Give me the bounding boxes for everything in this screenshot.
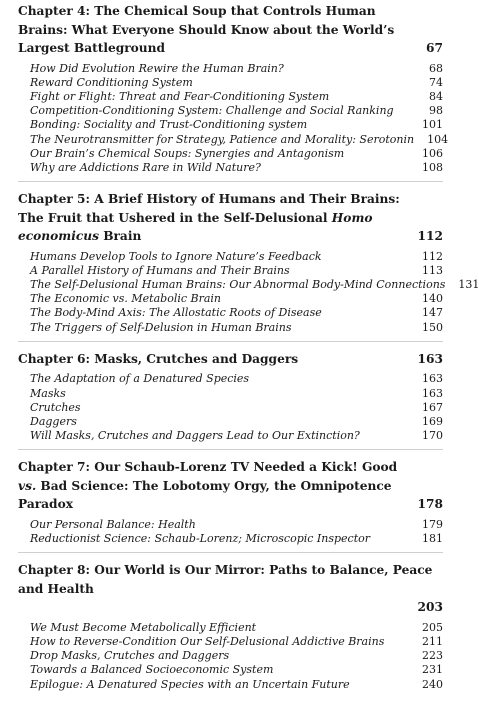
chapter-title-part: Bad Science: The Lobotomy Orgy, the Omnipotence Paradox <box>18 478 392 512</box>
chapter-heading <box>18 561 443 617</box>
toc-entry[interactable] <box>18 132 449 147</box>
entry-page-number: 131 <box>458 278 479 292</box>
entry-page-number: 68 <box>429 61 443 75</box>
entry-title: Humans Develop Tools to Ignore Nature’s Feedback <box>30 249 322 263</box>
chapter-title-part: Chapter 7: Our Schaub-Lorenz TV Needed a Kick! Good <box>18 460 398 475</box>
entry-page-number: 179 <box>422 517 443 531</box>
toc-entry[interactable] <box>18 518 443 532</box>
entry-page-number: 98 <box>429 104 443 118</box>
chapter-page-number: 203 <box>417 600 443 615</box>
entry-page-number: 112 <box>422 249 443 263</box>
entry-title: We Must Become Metabolically Efficient <box>30 620 257 634</box>
toc-entry[interactable] <box>18 161 443 175</box>
toc-entry[interactable] <box>18 621 443 635</box>
entry-page-number: 181 <box>422 532 443 546</box>
entry-title: Will Masks, Crutches and Daggers Lead to Our Extinction? <box>30 429 360 443</box>
entry-title: Masks <box>30 386 66 400</box>
entry-title: The Economic vs. Metabolic Brain <box>30 292 222 306</box>
chapter-title: Chapter 4: The Chemical Soup that Controls Human Brains: What Everyone Should Know about the World’s Largest Battleground <box>18 4 395 55</box>
toc-entry[interactable] <box>18 321 443 335</box>
chapter-title-part: Brain <box>98 229 142 244</box>
toc-entry[interactable] <box>18 387 443 401</box>
entry-title: Epilogue: A Denatured Species with an Uncertain Future <box>30 677 350 691</box>
entry-title: The Adaptation of a Denatured Species <box>30 372 250 386</box>
toc-entry[interactable] <box>18 147 443 161</box>
entry-page-number: 223 <box>422 649 443 663</box>
toc-entry[interactable] <box>18 104 443 118</box>
toc-entry[interactable] <box>18 372 443 386</box>
entry-page-number: 205 <box>422 620 443 634</box>
toc-entry[interactable] <box>18 635 443 649</box>
entry-page-number: 104 <box>427 132 449 146</box>
chapter-7 <box>18 458 443 553</box>
toc-entry[interactable] <box>18 76 443 90</box>
entry-title: Towards a Balanced Socioeconomic System <box>30 663 274 677</box>
entry-title: The Body-Mind Axis: The Allostatic Roots of Disease <box>30 306 322 320</box>
entry-page-number: 101 <box>422 118 443 132</box>
entry-page-number: 74 <box>429 75 443 89</box>
chapter-title: Chapter 6: Masks, Crutches and Daggers <box>18 351 299 366</box>
entry-title: Fight or Flight: Threat and Fear-Conditioning System <box>30 89 330 103</box>
chapter-title-italic-part: vs. <box>18 478 37 493</box>
entry-page-number: 140 <box>422 292 443 306</box>
chapter-page-number: 163 <box>417 351 443 366</box>
toc-entry[interactable] <box>18 62 443 76</box>
entry-page-number: 84 <box>429 89 443 103</box>
entry-page-number: 231 <box>422 663 443 677</box>
entry-title: Daggers <box>30 414 77 428</box>
entry-page-number: 163 <box>422 372 443 386</box>
entry-title: How Did Evolution Rewire the Human Brain? <box>30 61 284 75</box>
chapter-heading <box>18 2 443 58</box>
entry-title: Drop Masks, Crutches and Daggers <box>30 649 230 663</box>
chapter-title-italic-part: Homo economicus <box>18 210 373 244</box>
chapter-heading <box>18 350 443 369</box>
entry-page-number: 113 <box>422 263 443 277</box>
entry-page-number: 163 <box>422 386 443 400</box>
chapter-heading <box>18 190 443 246</box>
chapter-page-number: 112 <box>417 229 443 244</box>
entry-title: How to Reverse-Condition Our Self-Delusional Addictive Brains <box>30 634 385 648</box>
table-of-contents <box>18 2 479 706</box>
entry-title: Why are Addictions Rare in Wild Nature? <box>30 160 261 174</box>
toc-entry[interactable] <box>18 292 443 306</box>
chapter-page-number: 67 <box>426 41 443 55</box>
entry-title: Our Personal Balance: Health <box>30 517 196 531</box>
entry-page-number: 211 <box>422 634 443 648</box>
toc-entry[interactable] <box>18 532 443 546</box>
chapter-8 <box>18 561 443 698</box>
entry-title: Competition-Conditioning System: Challenge and Social Ranking <box>30 104 394 118</box>
entry-page-number: 147 <box>422 306 443 320</box>
toc-entry[interactable] <box>18 90 443 104</box>
chapter-5 <box>18 190 479 342</box>
entry-page-number: 108 <box>422 160 443 174</box>
entry-page-number: 150 <box>422 320 443 334</box>
entry-title: Bonding: Sociality and Trust-Conditioning system <box>30 118 308 132</box>
toc-entry[interactable] <box>18 649 443 663</box>
chapter-title <box>18 192 400 243</box>
entry-title: Our Brain’s Chemical Soups: Synergies and Antagonism <box>30 146 345 160</box>
toc-entry[interactable] <box>18 429 443 443</box>
toc-entry[interactable] <box>18 250 443 264</box>
toc-entry[interactable] <box>18 278 479 292</box>
chapter-title: Chapter 8: Our World is Our Mirror: Paths to Balance, Peace and Health <box>18 563 433 596</box>
toc-entry[interactable] <box>18 264 443 278</box>
entry-page-number: 169 <box>422 414 443 428</box>
chapter-4 <box>18 2 449 182</box>
entry-title: Reductionist Science: Schaub-Lorenz; Microscopic Inspector <box>30 532 371 546</box>
entry-page-number: 170 <box>422 429 443 443</box>
entry-page-number: 167 <box>422 400 443 414</box>
chapter-title-part: Chapter 5: A Brief History of Humans and Their Brains: The Fruit that Ushered in the Self-Delusional <box>18 192 400 225</box>
chapter-heading <box>18 458 443 514</box>
chapter-6 <box>18 350 443 451</box>
entry-title: The Neurotransmitter for Strategy, Patience and Morality: Serotonin <box>30 132 415 146</box>
entry-page-number: 106 <box>422 146 443 160</box>
toc-entry[interactable] <box>18 306 443 320</box>
toc-entry[interactable] <box>18 678 443 692</box>
toc-entry[interactable] <box>18 415 443 429</box>
entry-title: Crutches <box>30 400 81 414</box>
entry-title: A Parallel History of Humans and Their Brains <box>30 263 290 277</box>
chapter-page-number: 178 <box>417 497 443 512</box>
toc-entry[interactable] <box>18 663 443 677</box>
toc-entry[interactable] <box>18 118 443 132</box>
entry-title: The Triggers of Self-Delusion in Human Brains <box>30 320 292 334</box>
entry-title: The Self-Delusional Human Brains: Our Abnormal Body-Mind Connections <box>30 278 446 292</box>
chapter-title <box>18 460 397 511</box>
entry-title: Reward Conditioning System <box>30 75 193 89</box>
entry-page-number: 240 <box>422 677 443 691</box>
toc-entry[interactable] <box>18 401 443 415</box>
